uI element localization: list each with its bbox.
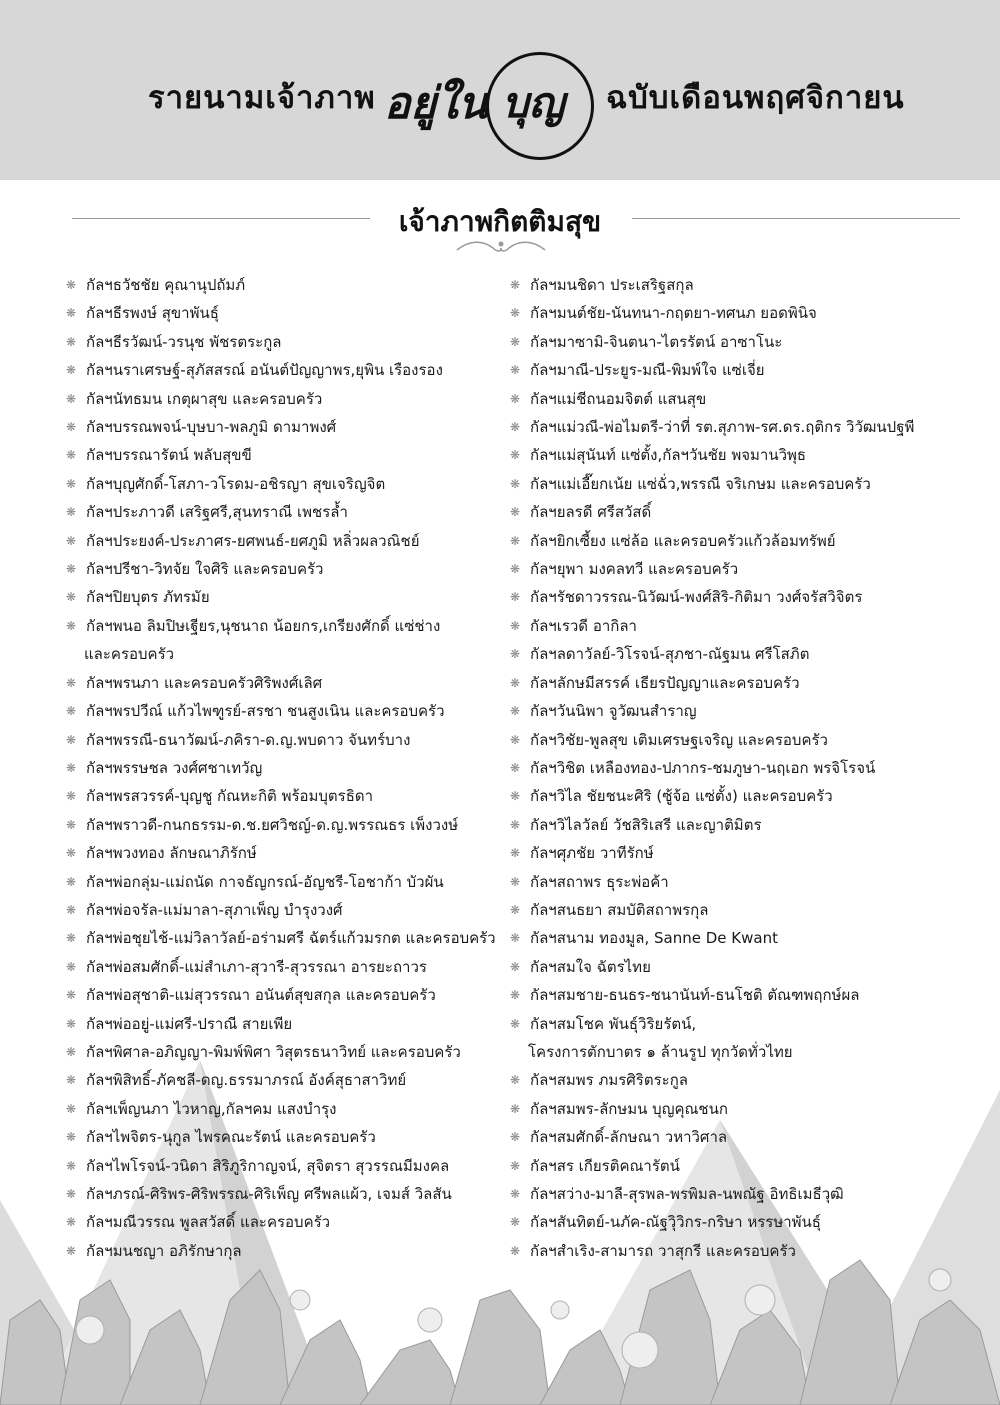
bullet-icon: ❋ bbox=[510, 988, 521, 1003]
sponsor-name: กัลฯแม่เอี๊ยกเน้ย แซ่ฉั่ว,พรรณี จริเกษม และครอบครัว bbox=[530, 474, 871, 493]
bullet-icon: ❋ bbox=[66, 278, 77, 292]
sponsor-name: กัลฯพรปวีณ์ แก้วไพฑูรย์-สรชา ชนสูงเนิน และครอบครัว bbox=[86, 702, 445, 721]
sponsor-name: กัลฯนัทธมน เกตุผาสุข และครอบครัว bbox=[86, 389, 323, 408]
bullet-icon: ❋ bbox=[66, 590, 77, 605]
bullet-icon: ❋ bbox=[510, 902, 521, 917]
sponsor-name: กัลฯพนอ ลิมปิษเฐียร,นุชนาถ น้อยกร,เกรียงศักดิ์ แซ่ช่าง bbox=[86, 616, 441, 635]
bullet-icon: ❋ bbox=[510, 1130, 521, 1145]
sponsor-entry bbox=[510, 271, 970, 299]
bullet-icon: ❋ bbox=[66, 618, 77, 633]
sponsor-name: กัลฯปิยบุตร ภัทรมัย bbox=[86, 588, 210, 607]
sponsor-entry bbox=[66, 413, 506, 441]
sponsor-name: กัลฯมาซามิ-จินตนา-ไตรรัตน์ อาซาโนะ bbox=[530, 332, 783, 351]
sponsor-name: กัลฯพรนภา และครอบครัวศิริพงศ์เลิศ bbox=[86, 673, 323, 692]
sponsor-name: กัลฯสนธยา สมบัติสถาพรกุล bbox=[530, 900, 709, 919]
sponsor-entry bbox=[510, 1066, 970, 1094]
sponsor-entry bbox=[510, 953, 970, 981]
sponsor-name: กัลฯพ่อชุยไช้-แม่วิลาวัลย์-อร่ามศรี ฉัตร์แก้วมรกต และครอบครัว bbox=[86, 929, 496, 948]
sponsor-entry bbox=[66, 811, 506, 839]
sponsor-entry bbox=[66, 1237, 506, 1265]
bullet-icon: ❋ bbox=[66, 1073, 77, 1088]
sponsor-name: กัลฯไพโรจน์-วนิดา สิริภูริกาญจน์, สุจิตรา สุวรรณมีมงคล bbox=[86, 1156, 450, 1175]
sponsor-name: กัลฯพรสวรรค์-บุญชู กัณหะกิติ พร้อมบุตรธิดา bbox=[86, 787, 374, 806]
sponsor-name: กัลฯสมพร-ลักษมน บุญคุณชนก bbox=[530, 1099, 728, 1118]
bullet-icon: ❋ bbox=[510, 1187, 521, 1201]
sponsor-name: กัลฯวิไลวัลย์ วัชสิริเสรี และญาติมิตร bbox=[530, 815, 762, 834]
bullet-icon: ❋ bbox=[66, 448, 77, 463]
sponsor-entry bbox=[510, 356, 970, 384]
sponsor-entry bbox=[510, 1237, 970, 1265]
logo-word-2: บุญ bbox=[502, 78, 565, 127]
bullet-icon: ❋ bbox=[66, 1158, 77, 1173]
flourish-ornament-icon bbox=[455, 238, 547, 258]
bullet-icon: ❋ bbox=[510, 789, 521, 804]
sponsor-name: กัลฯพ่อจรัล-แม่มาลา-สุภาเพ็ญ บำรุงวงศ์ bbox=[86, 900, 343, 919]
sponsor-name: กัลฯภรณ์-ศิริพร-ศิริพรรณ-ศิริเพ็ญ ศรีพลแผ้ว, เจมส์ วิลสัน bbox=[86, 1185, 452, 1203]
sponsor-name: กัลฯมนชิดา ประเสริฐสกุล bbox=[530, 276, 694, 294]
sponsor-name: กัลฯสว่าง-มาลี-สุรพล-พรพิมล-นพณัฐ อิทธิเมธีวุฒิ bbox=[530, 1185, 844, 1203]
sponsor-entry bbox=[510, 1180, 970, 1208]
sponsor-name: กัลฯมาณี-ประยูร-มณี-พิมพ์ใจ แซ่เจี่ย bbox=[530, 361, 765, 380]
sponsor-name: กัลฯสมโชค พันธุ์วิริยรัตน์, bbox=[530, 1014, 697, 1033]
bullet-icon: ❋ bbox=[66, 1016, 77, 1031]
sponsor-name: กัลฯศุภชัย วาทีรักษ์ bbox=[530, 844, 654, 863]
sponsor-entry bbox=[510, 328, 970, 356]
bullet-icon: ❋ bbox=[510, 391, 521, 406]
bullet-icon: ❋ bbox=[66, 704, 77, 719]
bullet-icon: ❋ bbox=[66, 760, 77, 775]
bullet-icon: ❋ bbox=[510, 959, 521, 974]
bullet-icon: ❋ bbox=[510, 334, 521, 349]
bullet-icon: ❋ bbox=[66, 988, 77, 1003]
sponsor-entry bbox=[510, 1010, 970, 1067]
bullet-icon: ❋ bbox=[510, 874, 521, 889]
sponsor-name: กัลฯประภาวดี เสริฐศรี,สุนทราณี เพชรล้ำ bbox=[86, 503, 348, 522]
sponsor-entry bbox=[66, 356, 506, 384]
bullet-icon: ❋ bbox=[510, 1016, 521, 1031]
bullet-icon: ❋ bbox=[66, 476, 77, 491]
sponsor-entry bbox=[66, 1066, 506, 1094]
sponsor-entry bbox=[66, 669, 506, 697]
bullet-icon: ❋ bbox=[510, 448, 521, 463]
sponsor-entry bbox=[510, 470, 970, 498]
sponsor-name: กัลฯพ่ออยู่-แม่ศรี-ปราณี สายเพีย bbox=[86, 1014, 293, 1033]
sponsor-entry bbox=[66, 1208, 506, 1236]
bullet-icon: ❋ bbox=[510, 704, 521, 719]
sponsor-entry bbox=[510, 754, 970, 782]
bullet-icon: ❋ bbox=[66, 533, 77, 548]
sponsor-entry bbox=[66, 612, 506, 669]
bullet-icon: ❋ bbox=[66, 959, 77, 974]
bullet-icon: ❋ bbox=[510, 590, 521, 605]
sponsor-entry bbox=[66, 754, 506, 782]
bullet-icon: ❋ bbox=[510, 420, 521, 435]
sponsor-entry bbox=[510, 299, 970, 327]
sponsor-entry bbox=[510, 527, 970, 555]
sponsor-entry bbox=[510, 669, 970, 697]
sponsor-entry bbox=[66, 527, 506, 555]
sponsor-entry bbox=[510, 697, 970, 725]
sponsor-entry bbox=[66, 896, 506, 924]
sponsor-name: กัลฯสมศักดิ์-ลักษณา วหาวิศาล bbox=[530, 1128, 728, 1147]
sponsor-entry bbox=[66, 1123, 506, 1151]
sponsor-entry bbox=[66, 953, 506, 981]
sponsor-entry bbox=[510, 726, 970, 754]
bullet-icon: ❋ bbox=[510, 760, 521, 775]
sponsor-name: กัลฯยลรดี ศรีสวัสดิ์ bbox=[530, 503, 652, 522]
sponsor-entry bbox=[510, 839, 970, 867]
sponsor-name: กัลฯบรรณพจน์-บุษบา-พลภูมิ ดามาพงศ์ bbox=[86, 418, 337, 437]
sponsor-entry bbox=[510, 555, 970, 583]
sponsor-name: กัลฯยิกเซี้ยง แซ่ล้อ และครอบครัวแก้วล้อมทรัพย์ bbox=[530, 531, 836, 550]
bullet-icon: ❋ bbox=[510, 505, 521, 520]
sponsor-name: กัลฯแม่ชีถนอมจิตต์ แสนสุข bbox=[530, 389, 707, 408]
bullet-icon: ❋ bbox=[66, 817, 77, 832]
bullet-icon: ❋ bbox=[510, 732, 521, 747]
bullet-icon: ❋ bbox=[66, 306, 77, 321]
sponsor-entry bbox=[66, 328, 506, 356]
bullet-icon: ❋ bbox=[66, 789, 77, 804]
sponsor-name: กัลฯพ่อสุชาติ-แม่สุวรรณา อนันต์สุขสกุล และครอบครัว bbox=[86, 986, 436, 1005]
section-title: เจ้าภาพกิตติมสุข bbox=[398, 205, 602, 238]
sponsor-name: กัลฯเรวดี อากิลา bbox=[530, 616, 637, 635]
bullet-icon: ❋ bbox=[510, 476, 521, 491]
sponsor-entry bbox=[510, 1208, 970, 1236]
bullet-icon: ❋ bbox=[66, 675, 77, 690]
sponsor-name: กัลฯไพจิตร-นุกูล ไพรคณะรัตน์ และครอบครัว bbox=[86, 1128, 376, 1147]
bullet-icon: ❋ bbox=[66, 902, 77, 917]
sponsor-name: กัลฯมณีวรรณ พูลสวัสดิ์ และครอบครัว bbox=[86, 1213, 331, 1232]
sponsor-entry bbox=[66, 839, 506, 867]
bullet-icon: ❋ bbox=[66, 420, 77, 435]
bullet-icon: ❋ bbox=[66, 505, 77, 520]
bullet-icon: ❋ bbox=[510, 647, 521, 662]
sponsor-entry bbox=[510, 1123, 970, 1151]
sponsor-name: กัลฯสถาพร ธุระพ่อค้า bbox=[530, 872, 669, 891]
sponsor-name: กัลฯประยงค์-ประภาศร-ยศพนธ์-ยศภูมิ หลิ่วผลวณิชย์ bbox=[86, 531, 420, 550]
bullet-icon: ❋ bbox=[66, 1243, 77, 1258]
bullet-icon: ❋ bbox=[66, 1044, 77, 1059]
header-banner bbox=[0, 0, 1000, 180]
bullet-icon: ❋ bbox=[66, 391, 77, 406]
sponsor-name-continued: และครอบครัว bbox=[84, 645, 175, 664]
sponsor-entry bbox=[510, 981, 970, 1009]
sponsor-entry bbox=[66, 782, 506, 810]
bullet-icon: ❋ bbox=[510, 1073, 521, 1088]
sponsor-entry bbox=[510, 583, 970, 611]
bullet-icon: ❋ bbox=[66, 931, 77, 946]
sponsor-entry bbox=[66, 726, 506, 754]
bullet-icon: ❋ bbox=[510, 931, 521, 946]
sponsor-name: กัลฯวิชิต เหลืองทอง-ปภากร-ชมภูษา-นฤเอก พรจิโรจน์ bbox=[530, 758, 876, 777]
bullet-icon: ❋ bbox=[510, 675, 521, 690]
sponsor-name: กัลฯพิศาล-อภิญญา-พิมพ์พิศา วิสุตรธนาวิทย์ และครอบครัว bbox=[86, 1042, 461, 1061]
sponsor-entry bbox=[66, 441, 506, 469]
sponsor-name: กัลฯพิสิทธิ์-ภัคชลี-ดญ.ธรรมาภรณ์ อังค์สุธาสาวิทย์ bbox=[86, 1071, 407, 1090]
sponsor-name: กัลฯลดาวัลย์-วิโรจน์-สุภชา-ณัฐมน ศรีโสภิต bbox=[530, 645, 810, 664]
sponsor-entry bbox=[66, 1152, 506, 1180]
sponsor-list-right bbox=[510, 271, 970, 1265]
sponsor-name: กัลฯบรรณารัตน์ พลับสุขขี bbox=[86, 446, 252, 465]
bullet-icon: ❋ bbox=[510, 1101, 521, 1116]
sponsor-name: กัลฯมนต์ชัย-นันทนา-กฤตยา-ทศนภ ยอดพินิจ bbox=[530, 304, 817, 323]
bullet-icon: ❋ bbox=[66, 363, 77, 378]
bullet-icon: ❋ bbox=[66, 1187, 77, 1201]
sponsor-name: กัลฯสำเริง-สามารถ วาสุกรี และครอบครัว bbox=[530, 1241, 796, 1260]
sponsor-entry bbox=[66, 299, 506, 327]
sponsor-entry bbox=[510, 896, 970, 924]
sponsor-name: กัลฯวิชัย-พูลสุข เติมเศรษฐเจริญ และครอบครัว bbox=[530, 730, 828, 749]
sponsor-entry bbox=[66, 1010, 506, 1038]
sponsor-name: กัลฯธวัชชัย คุณานุปถัมภ์ bbox=[86, 276, 246, 294]
header-title-right: ฉบับเดือนพฤศจิกายน bbox=[606, 80, 905, 116]
sponsor-entry bbox=[66, 271, 506, 299]
sponsor-entry bbox=[510, 385, 970, 413]
sponsor-name: กัลฯแม่สุนันท์ แซ่ตั้ง,กัลฯวันชัย พจมานวิพุธ bbox=[530, 446, 807, 465]
sponsor-name: กัลฯธีรพงษ์ สุขาพันธุ์ bbox=[86, 304, 219, 323]
sponsor-name: กัลฯพรรณี-ธนาวัฒน์-ภคิรา-ด.ญ.พบดาว จันทร์บาง bbox=[86, 730, 411, 749]
sponsor-entry bbox=[66, 1095, 506, 1123]
sponsor-entry bbox=[66, 868, 506, 896]
sponsor-name: กัลฯสร เกียรติคณารัตน์ bbox=[530, 1156, 680, 1175]
sponsor-entry bbox=[66, 924, 506, 952]
sponsor-entry bbox=[510, 498, 970, 526]
sponsor-name-continued: โครงการตักบาตร ๑ ล้านรูป ทุกวัดทั่วไทย bbox=[528, 1042, 793, 1061]
sponsor-entry bbox=[510, 811, 970, 839]
sponsor-name: กัลฯลักษมีสรรค์ เธียรปัญญาและครอบครัว bbox=[530, 673, 800, 692]
sponsor-entry bbox=[510, 612, 970, 640]
bullet-icon: ❋ bbox=[510, 306, 521, 321]
sponsor-name: กัลฯสนาม ทองมูล, Sanne De Kwant bbox=[530, 929, 778, 948]
sponsor-name: กัลฯสมชาย-ธนธร-ชนานันท์-ธนโชติ ตัณฑพฤกษ์ผล bbox=[530, 986, 860, 1005]
sponsor-entry bbox=[510, 1095, 970, 1123]
bullet-icon: ❋ bbox=[510, 1158, 521, 1173]
sponsor-name: กัลฯยุพา มงคลทวี และครอบครัว bbox=[530, 560, 739, 579]
sponsor-entry bbox=[66, 1038, 506, 1066]
sponsor-entry bbox=[66, 697, 506, 725]
sponsor-name: กัลฯวิไล ชัยชนะศิริ (ซู้จ้อ แซ่ตั้ง) และครอบครัว bbox=[530, 787, 833, 806]
sponsor-entry bbox=[66, 555, 506, 583]
sponsor-entry bbox=[510, 924, 970, 952]
sponsor-name: กัลฯปรีชา-วิทจัย ใจศิริ และครอบครัว bbox=[86, 560, 324, 579]
sponsor-name: กัลฯพวงทอง ลักษณาภิรักษ์ bbox=[86, 844, 257, 863]
sponsor-entry bbox=[510, 868, 970, 896]
sponsor-name: กัลฯเพ็ญนภา ไวหาญ,กัลฯคม แสงบำรุง bbox=[86, 1099, 337, 1118]
sponsor-entry bbox=[510, 441, 970, 469]
header-title-left: รายนามเจ้าภาพ bbox=[148, 80, 376, 116]
bullet-icon: ❋ bbox=[510, 846, 521, 861]
sponsor-name: กัลฯพรรษชล วงศ์ศชาเทวัญ bbox=[86, 758, 263, 777]
bullet-icon: ❋ bbox=[510, 363, 521, 378]
sponsor-entry bbox=[66, 1180, 506, 1208]
divider-right bbox=[632, 218, 960, 219]
sponsor-entry bbox=[66, 583, 506, 611]
sponsor-entry bbox=[510, 782, 970, 810]
bullet-icon: ❋ bbox=[66, 874, 77, 889]
sponsor-name: กัลฯนราเศรษฐ์-สุภัสสรณ์ อนันต์ปัญญาพร,ยุพิน เรืองรอง bbox=[86, 361, 443, 380]
sponsor-entry bbox=[510, 413, 970, 441]
bullet-icon: ❋ bbox=[510, 562, 521, 577]
sponsor-entry bbox=[66, 385, 506, 413]
sponsor-name: กัลฯพ่อกลุ่ม-แม่ถนัด กาจธัญกรณ์-อัญชรี-โอชาก้า บัวผัน bbox=[86, 872, 444, 891]
bullet-icon: ❋ bbox=[510, 618, 521, 633]
bullet-icon: ❋ bbox=[510, 817, 521, 832]
sponsor-name: กัลฯธีรวัฒน์-วรนุช พัชรตระกูล bbox=[86, 332, 282, 351]
sponsor-entry bbox=[66, 981, 506, 1009]
sponsor-name: กัลฯสมพร ภมรศิริตระกูล bbox=[530, 1071, 688, 1090]
sponsor-name: กัลฯพ่อสมศักดิ์-แม่สำเภา-สุวารี-สุวรรณา อารยะถาวร bbox=[86, 957, 427, 976]
sponsor-name: กัลฯสมใจ ฉัตรไทย bbox=[530, 957, 651, 976]
sponsor-name: กัลฯรัชดาวรรณ-นิวัฒน์-พงศ์สิริ-กิติมา วงศ์จรัสวิจิตร bbox=[530, 588, 863, 607]
bullet-icon: ❋ bbox=[510, 278, 521, 292]
magazine-logo bbox=[380, 42, 602, 162]
bullet-icon: ❋ bbox=[66, 562, 77, 577]
logo-word-1: อยู่ใน bbox=[384, 78, 488, 129]
sponsor-name: กัลฯมนชญา อภิรักษากุล bbox=[86, 1241, 242, 1260]
sponsor-list-left bbox=[66, 271, 506, 1265]
sponsor-entry bbox=[510, 640, 970, 668]
sponsor-entry bbox=[510, 1152, 970, 1180]
bullet-icon: ❋ bbox=[510, 533, 521, 548]
bullet-icon: ❋ bbox=[66, 846, 77, 861]
bullet-icon: ❋ bbox=[66, 1215, 77, 1230]
bullet-icon: ❋ bbox=[66, 732, 77, 747]
bullet-icon: ❋ bbox=[66, 334, 77, 349]
bullet-icon: ❋ bbox=[66, 1130, 77, 1145]
sponsor-name: กัลฯพราวดี-กนกธรรม-ด.ช.ยศวิชญ์-ด.ญ.พรรณธร เพ็งวงษ์ bbox=[86, 815, 459, 834]
sponsor-entry bbox=[66, 470, 506, 498]
sponsor-name: กัลฯวันนิพา จูวัฒนสำราญ bbox=[530, 702, 697, 721]
sponsor-name: กัลฯสันทิตย์-นภัค-ณัฐวุิวิกร-กริษา หรรษาพันธุ์ bbox=[530, 1213, 821, 1232]
sponsor-entry bbox=[66, 498, 506, 526]
sponsor-name: กัลฯแม่วณี-พ่อไมตรี-ว่าที่ รต.สุภาพ-รศ.ดร.ฤติกร วิวัฒนปฐพี bbox=[530, 418, 915, 437]
bullet-icon: ❋ bbox=[510, 1215, 521, 1230]
bullet-icon: ❋ bbox=[510, 1243, 521, 1258]
bullet-icon: ❋ bbox=[66, 1101, 77, 1116]
sponsor-name: กัลฯบุญศักดิ์-โสภา-วโรดม-อชิรญา สุขเจริญจิต bbox=[86, 474, 386, 493]
